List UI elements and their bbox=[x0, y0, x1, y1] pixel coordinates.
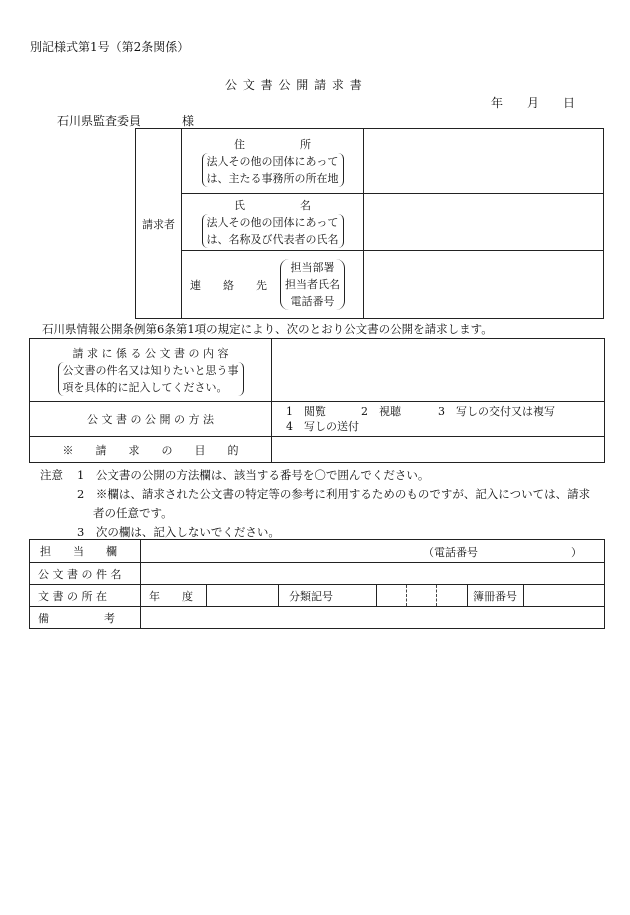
requester-table bbox=[135, 128, 604, 319]
address-note bbox=[202, 153, 344, 187]
class-field-1[interactable] bbox=[377, 585, 407, 607]
contact-note bbox=[280, 259, 345, 310]
doc-name-label: 公 文 書 の 件 名 bbox=[30, 563, 141, 585]
remarks-label: 備 考 bbox=[30, 607, 141, 629]
year-field[interactable] bbox=[207, 585, 279, 607]
note-1: 1 公文書の公開の方法欄は、該当する番号を〇で囲んでください。 bbox=[77, 468, 430, 482]
name-note bbox=[202, 214, 344, 248]
content-label: 請 求 に 係 る 公 文 書 の 内 容 bbox=[72, 346, 229, 360]
year-label: 年 度 bbox=[141, 585, 207, 607]
form-label: 別記様式第1号（第2条関係） bbox=[30, 40, 190, 54]
name-label: 氏 名 bbox=[234, 198, 311, 212]
phone-close: ） bbox=[571, 546, 582, 559]
requester-label: 請求者 bbox=[136, 129, 182, 319]
statement: 石川県情報公開条例第6条第1項の規定により、次のとおり公文書の公開を請求します。 bbox=[42, 322, 493, 336]
address-note-line-2: は、主たる事務所の所在地 bbox=[206, 171, 339, 185]
notes-header: 注意 bbox=[40, 468, 63, 482]
address-note-line-1: 法人その他の団体にあって bbox=[206, 154, 339, 168]
address-label-cell bbox=[182, 129, 364, 194]
contact-note-line-1: 担当部署 bbox=[290, 261, 335, 274]
contact-note-line-2: 担当者氏名 bbox=[285, 278, 340, 291]
address-label: 住 所 bbox=[234, 137, 311, 151]
name-note-line-2: は、名称及び代表者の氏名 bbox=[206, 232, 339, 246]
note-3: 3 次の欄は、記入しないでください。 bbox=[77, 525, 280, 539]
class-label: 分類記号 bbox=[279, 585, 377, 607]
name-note-line-1: 法人その他の団体にあって bbox=[206, 215, 339, 229]
date-day: 日 bbox=[563, 96, 576, 110]
page-title: 公 文 書 公 開 請 求 書 bbox=[225, 78, 363, 92]
purpose-label: ※ 請 求 の 目 的 bbox=[30, 437, 272, 463]
note-2: 2 ※欄は、請求された公文書の特定等の参考に利用するためのものですが、記入については、請求 bbox=[77, 487, 591, 501]
method-option-3[interactable]: 3 写しの交付又は複写 bbox=[438, 405, 555, 418]
method-label: 公 文 書 の 公 開 の 方 法 bbox=[30, 402, 272, 437]
addressee-suffix: 様 bbox=[182, 114, 195, 128]
contact-field[interactable] bbox=[364, 251, 604, 319]
contact-note-line-3: 電話番号 bbox=[290, 295, 335, 308]
name-field[interactable] bbox=[364, 194, 604, 251]
office-table bbox=[29, 539, 605, 629]
name-label-cell bbox=[182, 194, 364, 251]
date-month: 月 bbox=[527, 96, 540, 110]
purpose-field[interactable] bbox=[272, 437, 605, 463]
contact-label: 連 絡 先 bbox=[190, 278, 267, 292]
staff-field[interactable] bbox=[141, 540, 605, 563]
content-field[interactable] bbox=[272, 339, 605, 402]
method-option-4[interactable]: 4 写しの送付 bbox=[286, 420, 359, 433]
class-field-2[interactable] bbox=[407, 585, 437, 607]
volume-field[interactable] bbox=[524, 585, 605, 607]
date-year: 年 bbox=[491, 96, 504, 110]
phone-label: （電話番号 bbox=[423, 546, 478, 559]
content-note-line-2: 項を具体的に記入してください。 bbox=[62, 380, 228, 394]
method-option-1[interactable]: 1 閲覧 bbox=[286, 405, 326, 418]
request-table bbox=[29, 338, 605, 463]
staff-label-cell bbox=[30, 540, 141, 563]
doc-name-field[interactable] bbox=[141, 563, 605, 585]
content-label-cell bbox=[30, 339, 272, 402]
addressee-name: 石川県監査委員 bbox=[57, 114, 142, 128]
method-options bbox=[272, 402, 605, 437]
content-note-line-1: 公文書の件名又は知りたいと思う事 bbox=[62, 363, 239, 377]
address-field[interactable] bbox=[364, 129, 604, 194]
class-field-3[interactable] bbox=[437, 585, 468, 607]
method-option-2[interactable]: 2 視聴 bbox=[361, 405, 401, 418]
note-2-cont: 者の任意です。 bbox=[93, 506, 173, 520]
location-label: 文 書 の 所 在 bbox=[30, 585, 141, 607]
staff-label-text: 担 当 欄 bbox=[40, 545, 117, 558]
staff-label bbox=[40, 543, 130, 559]
remarks-field[interactable] bbox=[141, 607, 605, 629]
contact-label-cell bbox=[182, 251, 364, 319]
volume-label: 簿冊番号 bbox=[468, 585, 524, 607]
content-note bbox=[58, 362, 244, 396]
